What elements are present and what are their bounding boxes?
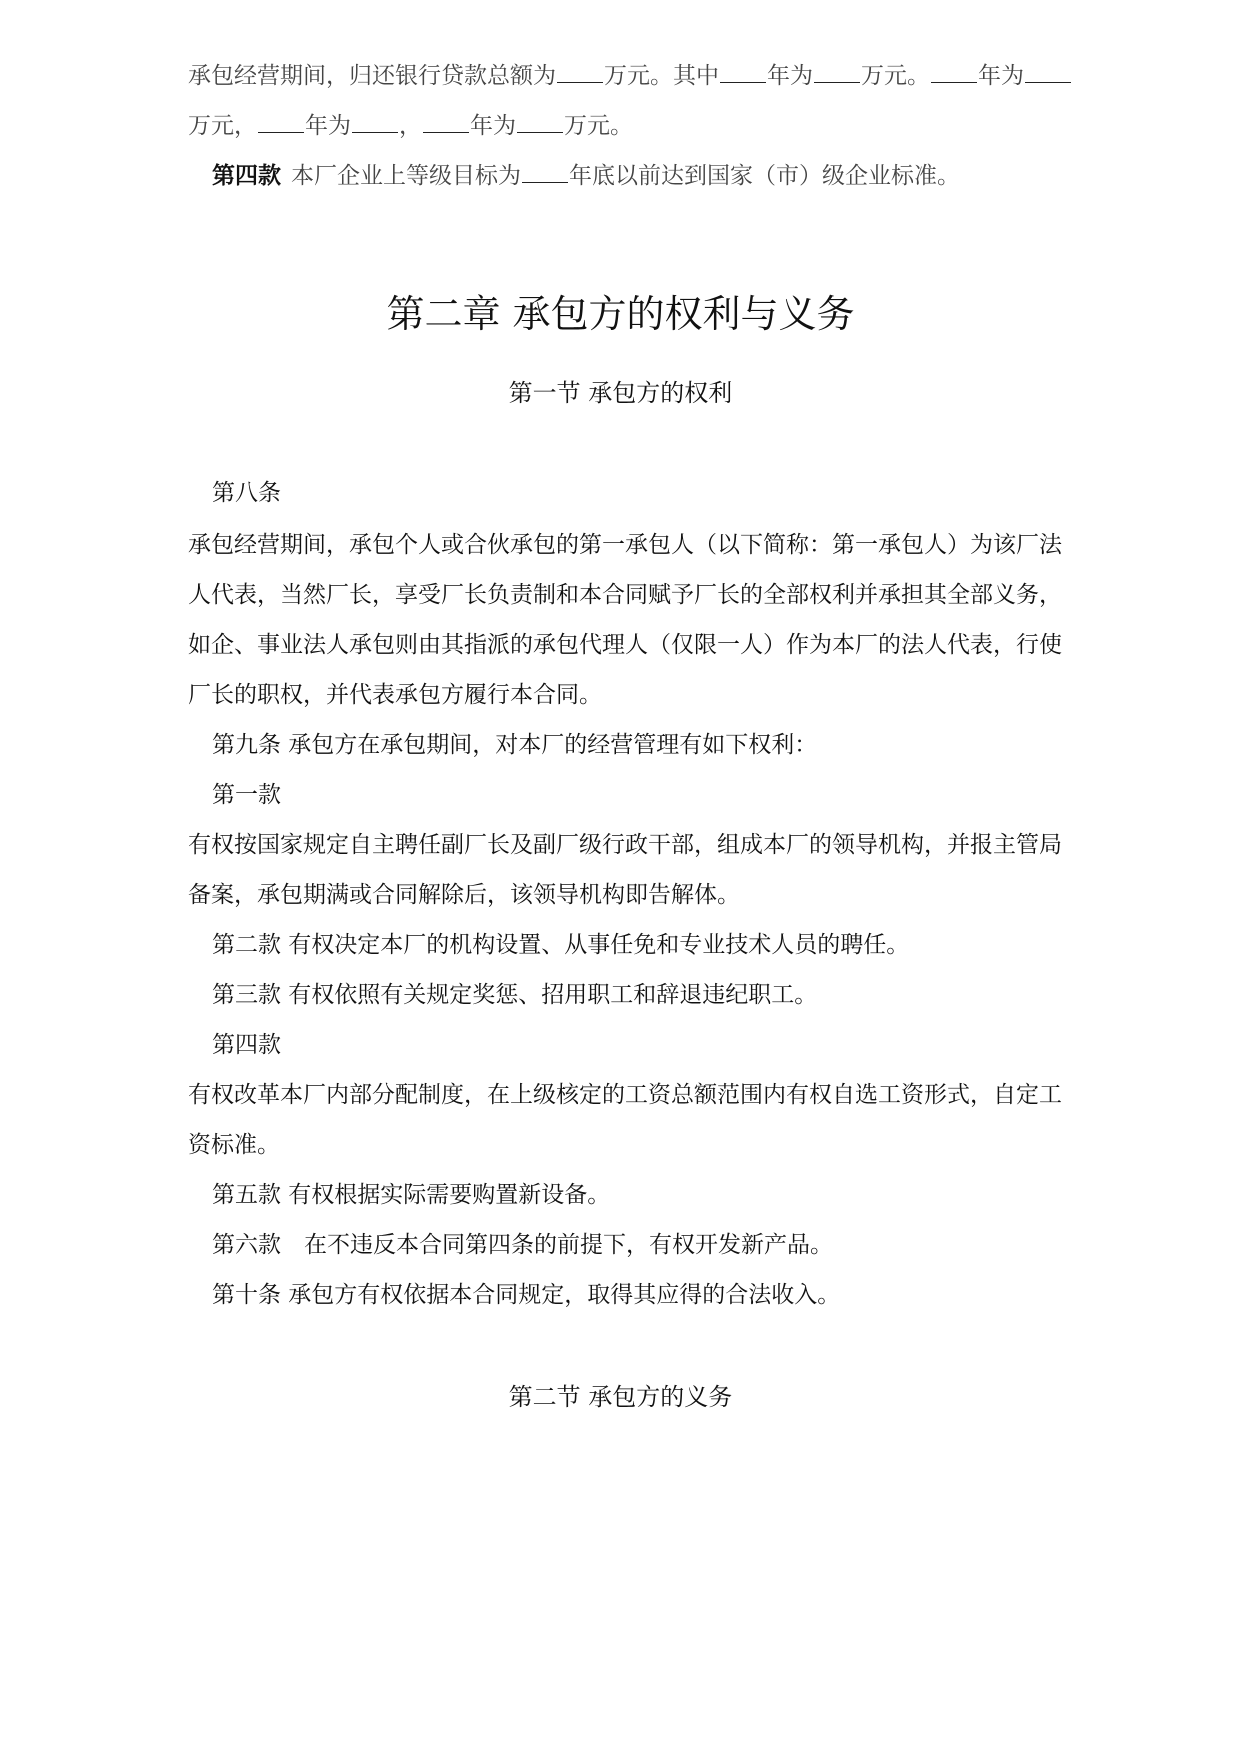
blank-field [517,110,563,133]
blank-field [557,60,603,83]
blank-field [814,60,860,83]
clause-2: 第二款 有权决定本厂的机构设置、从事任免和专业技术人员的聘任。 [212,932,910,958]
loan-repayment-line-1: 承包经营期间，归还银行贷款总额为 万元。其中 年为 万元。 年为 [188,60,1136,91]
clause-4-upgrade-target: 第四款 本厂企业上等级目标为 年底以前达到国家（市）级企业标准。 [212,160,1160,191]
clause-1-line-2: 备案，承包期满或合同解除后，该领导机构即告解体。 [188,882,740,908]
blank-field [258,110,304,133]
blank-field [352,110,398,133]
blank-field [522,160,568,183]
chapter-title: 第二章 承包方的权利与义务 [386,292,855,336]
blank-field [931,60,977,83]
clause-1-line-1: 有权按国家规定自主聘任副厂长及副厂级行政干部，组成本厂的领导机构，并报主管局 [188,832,1062,858]
clause-label: 第四款 [212,163,281,189]
article-8-label: 第八条 [212,480,281,506]
blank-field [423,110,469,133]
article-8-line-3: 如企、事业法人承包则由其指派的承包代理人（仅限一人）作为本厂的法人代表，行使 [188,632,1062,658]
clause-1-label: 第一款 [212,782,281,808]
section-title-obligations: 第二节 承包方的义务 [508,1383,733,1411]
article-8-line-2: 人代表，当然厂长，享受厂长负责制和本合同赋予厂长的全部权利并承担其全部义务， [188,582,1062,608]
article-9: 第九条 承包方在承包期间，对本厂的经营管理有如下权利： [212,732,818,758]
blank-field [1025,60,1071,83]
blank-field [720,60,766,83]
clause-4-line-1: 有权改革本厂内部分配制度，在上级核定的工资总额范围内有权自选工资形式，自定工 [188,1082,1062,1108]
article-8-line-1: 承包经营期间，承包个人或合伙承包的第一承包人（以下简称：第一承包人）为该厂法 [188,532,1062,558]
loan-repayment-line-2: 万元， 年为 ， 年为 万元。 [188,110,1136,141]
clause-6: 第六款 在不违反本合同第四条的前提下，有权开发新产品。 [212,1232,833,1258]
clause-3: 第三款 有权依照有关规定奖惩、招用职工和辞退违纪职工。 [212,982,818,1008]
clause-4-line-2: 资标准。 [188,1132,280,1158]
article-10: 第十条 承包方有权依据本合同规定，取得其应得的合法收入。 [212,1282,841,1308]
article-8-line-4: 厂长的职权，并代表承包方履行本合同。 [188,682,602,708]
clause-4-label: 第四款 [212,1032,281,1058]
section-title-rights: 第一节 承包方的权利 [508,379,733,407]
clause-5: 第五款 有权根据实际需要购置新设备。 [212,1182,611,1208]
